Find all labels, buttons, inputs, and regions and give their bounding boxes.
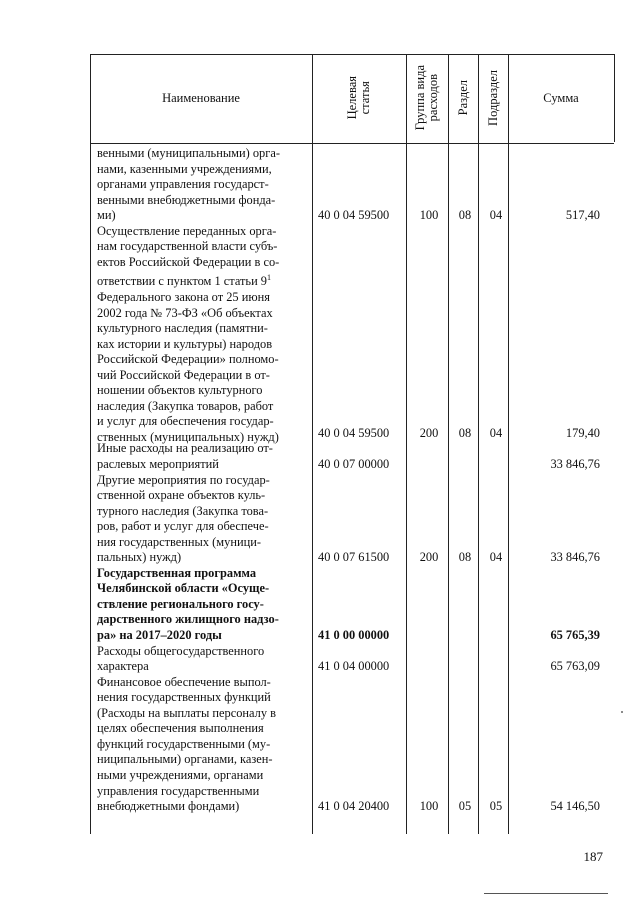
row-name-line: раслевых мероприятий bbox=[97, 456, 219, 471]
header-section bbox=[448, 54, 478, 142]
row-name-line: внебюджетными фондами) bbox=[97, 799, 240, 814]
row-name-line: Осуществление переданных орга- bbox=[97, 223, 277, 238]
row-target-code: 40 0 04 59500 bbox=[318, 208, 390, 223]
grid-line bbox=[508, 54, 509, 834]
row-target-code: 40 0 07 61500 bbox=[318, 550, 390, 565]
row-name-line: нами, казенными учреждениями, bbox=[97, 161, 272, 176]
row-section: 05 bbox=[458, 799, 472, 814]
row-name-line: Другие мероприятия по государ- bbox=[97, 472, 270, 487]
row-name-line: ственных (муниципальных) нужд) bbox=[97, 429, 279, 444]
header-sum bbox=[508, 54, 614, 142]
header-sum-label: Сумма bbox=[543, 90, 579, 105]
row-name-line: венными внебюджетными фонда- bbox=[97, 192, 276, 207]
row-name-line: функций государственными (му- bbox=[97, 736, 271, 751]
header-group-label: Группа вида расходов bbox=[413, 65, 440, 131]
row-name-line: Федерального закона от 25 июня bbox=[97, 290, 270, 305]
row-name-line: ния государственных (муници- bbox=[97, 534, 261, 549]
header-subsection-label: Подраздел bbox=[485, 70, 500, 126]
row-section: 08 bbox=[458, 425, 472, 440]
grid-line bbox=[448, 54, 449, 834]
row-name-line: Иные расходы на реализацию от- bbox=[97, 441, 273, 456]
row-name-line: венными (муниципальными) орга- bbox=[97, 146, 280, 160]
header-target bbox=[312, 54, 406, 142]
row-subsection: 04 bbox=[489, 425, 503, 440]
row-name-line: нам государственной власти субъ- bbox=[97, 239, 278, 254]
row-target-code: 41 0 00 00000 bbox=[318, 628, 390, 643]
row-name-line: наследия (Закупка товаров, работ bbox=[97, 398, 274, 413]
row-name bbox=[97, 644, 305, 675]
row-name bbox=[97, 224, 305, 446]
row-name bbox=[97, 566, 305, 644]
row-subsection: 04 bbox=[489, 208, 503, 223]
row-name bbox=[97, 473, 305, 566]
grid-line bbox=[312, 54, 313, 834]
row-expense-group: 200 bbox=[419, 425, 439, 440]
row-subsection: 05 bbox=[489, 799, 503, 814]
row-sum: 54 146,50 bbox=[550, 799, 600, 814]
row-name-line: (Расходы на выплаты персоналу в bbox=[97, 705, 276, 720]
row-name-line: чий Российской Федерации в от- bbox=[97, 367, 270, 382]
row-name-line: ках истории и культуры) народов bbox=[97, 336, 273, 351]
row-name bbox=[97, 441, 305, 472]
header-target-label: Целевая статья bbox=[345, 76, 372, 120]
row-name-line: нения государственных функций bbox=[97, 690, 271, 705]
row-name bbox=[97, 146, 305, 224]
row-section: 08 bbox=[458, 550, 472, 565]
row-name-line: ми) bbox=[97, 208, 116, 223]
row-name-line: характера bbox=[97, 659, 149, 674]
row-name-line: ров, работ и услуг для обеспече- bbox=[97, 519, 269, 534]
grid-line bbox=[406, 54, 407, 834]
row-target-code: 41 0 04 20400 bbox=[318, 799, 390, 814]
row-sum: 517,40 bbox=[565, 208, 600, 223]
row-name-line: ниципальными) органами, казен- bbox=[97, 752, 273, 767]
row-target-code: 40 0 07 00000 bbox=[318, 457, 390, 471]
scan-speck bbox=[621, 711, 623, 713]
row-target-code: 40 0 04 59500 bbox=[318, 425, 390, 440]
row-name-line: дарственного жилищного надзо- bbox=[97, 612, 279, 627]
row-name-line: ра» на 2017–2020 годы bbox=[97, 628, 222, 643]
row-name-line: культурного наследия (памятни- bbox=[97, 321, 268, 336]
row-name-line: пальных) нужд) bbox=[97, 550, 182, 565]
page-number: 187 bbox=[583, 849, 603, 864]
row-target-code: 41 0 04 00000 bbox=[318, 659, 390, 674]
header-group bbox=[406, 54, 448, 142]
row-name-line: управления государственными bbox=[97, 783, 260, 798]
row-expense-group: 200 bbox=[419, 550, 439, 565]
row-name-line: целях обеспечения выполнения bbox=[97, 721, 264, 736]
row-sum: 33 846,76 bbox=[550, 550, 600, 565]
row-expense-group: 100 bbox=[419, 208, 439, 223]
row-subsection: 04 bbox=[489, 550, 503, 565]
row-name-line: органами управления государст- bbox=[97, 177, 269, 192]
row-name bbox=[97, 675, 305, 815]
grid-line bbox=[478, 54, 479, 834]
footer-rule bbox=[484, 893, 608, 894]
row-name-line: и услуг для обеспечения государ- bbox=[97, 414, 274, 429]
grid-line bbox=[614, 54, 615, 142]
row-name-line: ственной охране объектов куль- bbox=[97, 488, 266, 503]
header-section-label: Раздел bbox=[455, 80, 470, 116]
grid-line bbox=[90, 54, 91, 834]
row-name-line: Российской Федерации» полномо- bbox=[97, 352, 279, 367]
row-name-line: Расходы общегосударственного bbox=[97, 643, 265, 658]
row-expense-group: 100 bbox=[419, 799, 439, 814]
row-sum: 179,40 bbox=[565, 425, 600, 440]
row-sum: 33 846,76 bbox=[550, 457, 600, 471]
row-name-line: турного наследия (Закупка това- bbox=[97, 503, 269, 518]
row-name-line: Челябинской области «Осуще- bbox=[97, 581, 270, 596]
header-name-label: Наименование bbox=[162, 90, 240, 105]
row-name-line: ношении объектов культурного bbox=[97, 383, 263, 398]
row-name-line: Государственная программа bbox=[97, 565, 257, 580]
header-subsection bbox=[478, 54, 508, 142]
row-name-line: ными учреждениями, органами bbox=[97, 767, 264, 782]
header-name bbox=[90, 54, 312, 142]
row-name-line: Финансовое обеспечение выпол- bbox=[97, 674, 271, 689]
row-name-line: ствление регионального госу- bbox=[97, 596, 264, 611]
row-name-line: ектов Российской Федерации в со- bbox=[97, 254, 280, 269]
row-name-line: 2002 года № 73-ФЗ «Об объектах bbox=[97, 305, 273, 320]
row-sum: 65 763,09 bbox=[550, 659, 600, 674]
row-sum: 65 765,39 bbox=[550, 628, 600, 643]
row-name-line: ответствии с пунктом 1 статьи $9^1$ bbox=[97, 273, 272, 289]
row-section: 08 bbox=[458, 208, 472, 223]
